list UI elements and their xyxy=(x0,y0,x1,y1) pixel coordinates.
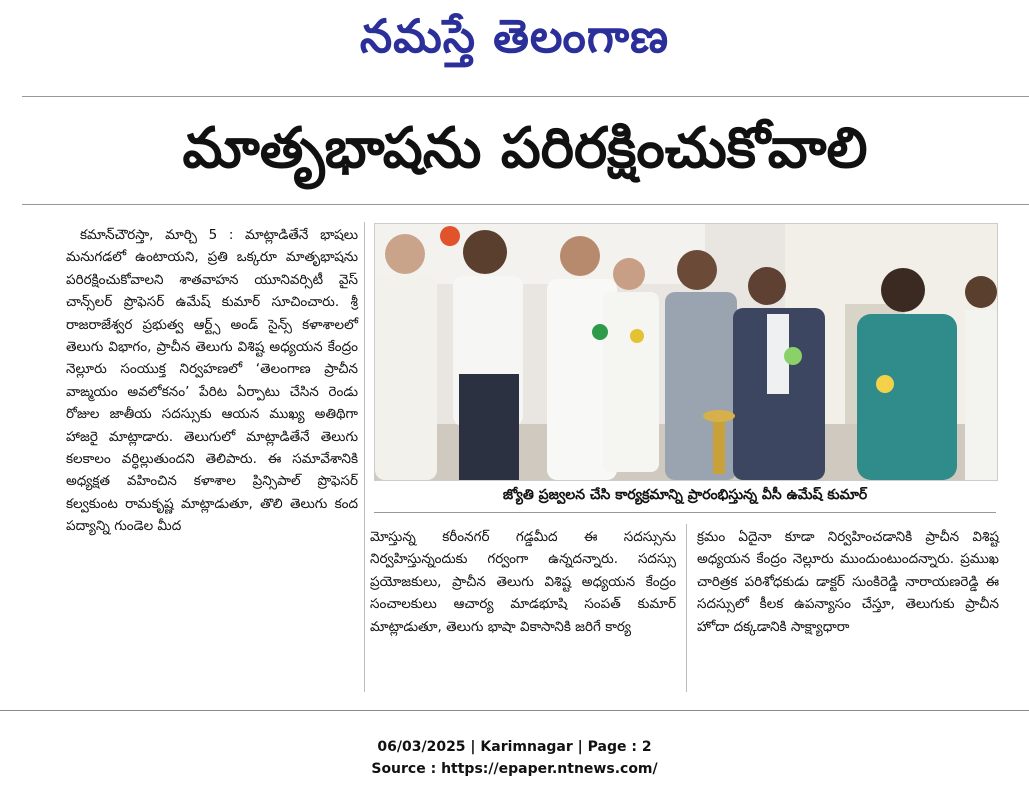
article-paragraph: మోస్తున్న కరీంనగర్ గడ్డమీద ఈ సదస్సును నిర్వహిస్తున్నందుకు గర్వంగా ఉన్నదన్నారు. సదస్సు ప్రయోజకులు, ప్రాచీన తెలుగు విశిష్ట అధ్యయన కేంద్రం సంచాలకులు ఆచార్య మాడభూషి సంపత్ కుమార్ మాట్లాడుతూ, తెలుగు భాషా వికాసానికి జరిగే కార్య xyxy=(370,529,676,635)
caption-divider xyxy=(374,512,996,513)
masthead-divider xyxy=(22,96,1029,97)
article-column-3 xyxy=(697,526,999,638)
photo-caption: జ్యోతి ప్రజ్వలన చేసి కార్యక్రమాన్ని ప్రారంభిస్తున్న వీసీ ఉమేష్ కుమార్ xyxy=(502,487,868,503)
article-paragraph: క్రమం ఏదైనా కూడా నిర్వహించడానికి ప్రాచీన విశిష్ట అధ్యయన కేంద్రం నెల్లూరు ముందుంటుందన్నారు. ప్రముఖ చారిత్రక పరిశోధకుడు డాక్టర్ సుంకిరెడ్డి నారాయణరెడ్డి ఈ సదస్సులో కీలక ఉపన్యాసం చేస్తూ, తెలుగుకు ప్రాచీన హోదా దక్కడానికి సాక్ష్యాధారా xyxy=(697,529,999,635)
lamp-lighting-photo xyxy=(375,224,997,480)
event-photo xyxy=(374,223,998,481)
article-column-1 xyxy=(66,224,358,538)
edition-info: 06/03/2025 | Karimnagar | Page : 2 xyxy=(377,739,652,755)
masthead-logo: నమస్తే తెలంగాణ xyxy=(359,9,670,63)
footer-divider xyxy=(0,710,1029,711)
column-divider xyxy=(364,222,365,692)
column-divider xyxy=(686,524,687,692)
article-paragraph: కమాన్‌చౌరస్తా, మార్చి 5 : మాట్లాడితేనే భాషలు మనుగడలో ఉంటాయని, ప్రతి ఒక్కరూ మాతృభాషను పరిరక్షించుకోవాలని శాతవాహన యూనివర్సిటీ వైస్ చాన్స్‌లర్ ప్రొఫెసర్ ఉమేష్ కుమార్ సూచించారు. శ్రీ రాజరాజేశ్వర ప్రభుత్వ ఆర్ట్స్ అండ్ సైన్స్ కళాశాలలో తెలుగు విభాగం, ప్రాచీన తెలుగు విశిష్ట అధ్యయన కేంద్రం నెల్లూరు సంయుక్త నిర్వహణలో ‘తెలంగాణ ప్రాచీన వాఙ్మయం అవలోకనం’ పేరిట ఏర్పాటు చేసిన రెండు రోజుల జాతీయ సదస్సుకు ఆయన ముఖ్య అతిథిగా హాజరై మాట్లాడారు. తెలుగులో మాట్లాడితేనే తెలుగు కలకాలం వర్ధిల్లుతుందని తెలిపారు. ఈ సమావేశానికి అధ్యక్షత వహించిన కళాశాల ప్రిన్సిపాల్ ప్రొఫెసర్ కల్వకుంట రామకృష్ణ మాట్లాడుతూ, తొలి తెలుగు కంద పద్యాన్ని గుండెల మీద xyxy=(66,227,358,535)
article-column-2 xyxy=(370,526,676,638)
source-link[interactable]: Source : https://epaper.ntnews.com/ xyxy=(371,761,658,777)
headline-divider xyxy=(22,204,1029,205)
article-headline: మాతృభాషను పరిరక్షించుకోవాలి xyxy=(182,116,868,181)
